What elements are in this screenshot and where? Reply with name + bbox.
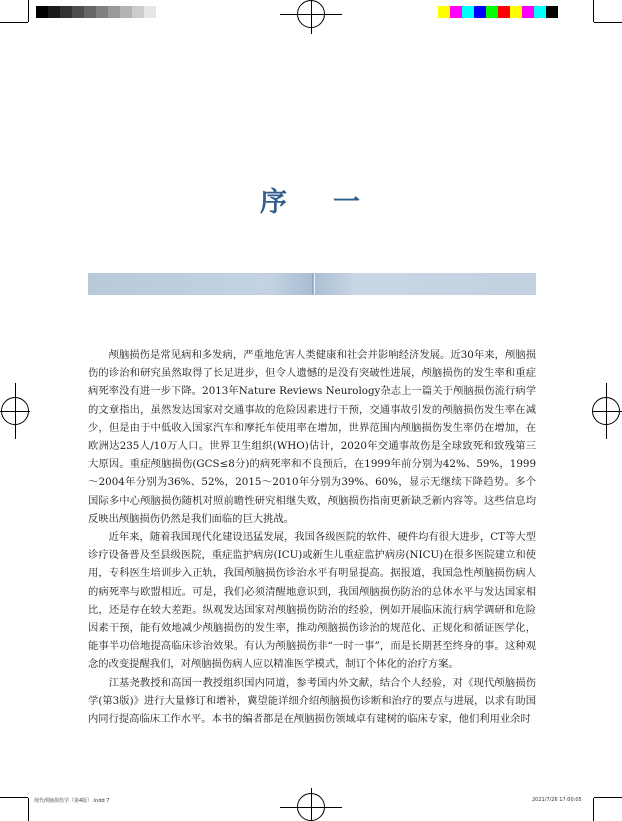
decorative-band bbox=[88, 273, 536, 295]
page-title bbox=[0, 180, 622, 219]
title-char-2: 一 bbox=[333, 187, 362, 218]
color-swatch bbox=[498, 6, 510, 18]
color-swatch bbox=[438, 6, 450, 18]
gray-swatch bbox=[60, 6, 72, 18]
gray-swatch bbox=[132, 6, 144, 18]
gray-swatch bbox=[96, 6, 108, 18]
color-swatch bbox=[546, 6, 558, 18]
footer-file-name: 现代颅脑损伤学（第4版）.indd 7 bbox=[34, 798, 110, 804]
color-swatch bbox=[450, 6, 462, 18]
gray-swatch bbox=[144, 6, 156, 18]
color-swatch bbox=[474, 6, 486, 18]
preface-body bbox=[88, 346, 536, 728]
gray-swatch bbox=[108, 6, 120, 18]
paragraph: 江基尧教授和高国一教授组织国内同道，参考国内外文献，结合个人经验，对《现代颅脑损伤学(第3版)》进行大量修订和增补，冀望能详细介绍颅脑损伤诊断和治疗的要点与进展，以求有助国内同行提高临床工作水平。本书的编者都是在颅脑损伤领域卓有建树的临床专家，他们利用业余时 bbox=[88, 676, 536, 726]
paragraph: 颅脑损伤是常见病和多发病，严重地危害人类健康和社会并影响经济发展。近30年来，颅脑损伤的诊治和研究虽然取得了长足进步，但令人遗憾的是没有突破性进展，颅脑损伤的发生率和重症病死率没有进一步下降。2013年Nature Reviews Neurology杂志上一篇关于颅脑损伤流行病学的文章指出，虽然发达国家对交通事故的危险因素进行干预，交通事故引发的颅脑损伤发生率在减少，但是由于中低收入国家汽车和摩托车使用率在增加，世界范围内颅脑损伤发生率仍在增加，在欧洲达235人/10万人口。世界卫生组织(WHO)估计，2020年交通事故伤是全球致死和致残第三大原因。重症颅脑损伤(GCS≤8分)的病死率和不良预后，在1999年前分别为42%、59%，1999～2004年分别为36%、52%，2015～2010年分别为39%、60%，显示无继续下降趋势。多个国际多中心颅脑损伤随机对照前瞻性研究相继失败，颅脑损伤指南更新缺乏新内容等。这些信息均反映出颅脑损伤仍然是我们面临的巨大挑战。 bbox=[88, 349, 536, 525]
color-swatch bbox=[462, 6, 474, 18]
gray-swatch bbox=[36, 6, 48, 18]
color-swatch bbox=[534, 6, 546, 18]
footer-timestamp: 2021/7/26 17:00:05 bbox=[532, 797, 582, 803]
color-swatch bbox=[522, 6, 534, 18]
title-char-1: 序 bbox=[260, 187, 289, 218]
color-swatch bbox=[510, 6, 522, 18]
gray-swatch bbox=[48, 6, 60, 18]
gray-swatch bbox=[72, 6, 84, 18]
gray-swatch bbox=[84, 6, 96, 18]
gray-swatch bbox=[120, 6, 132, 18]
color-swatch bbox=[486, 6, 498, 18]
paragraph: 近年来，随着我国现代化建设迅猛发展，我国各级医院的软件、硬件均有很大进步，CT等大型诊疗设备普及至县级医院，重症监护病房(ICU)或新生儿重症监护病房(NICU)在很多医院建立和使用，专科医生培训步入正轨，我国颅脑损伤诊治水平有明显提高。据报道，我国急性颅脑损伤病人的病死率与欧盟相近。可是，我们必须清醒地意识到，我国颅脑损伤防治的总体水平与发达国家相比，还是存在较大差距。纵观发达国家对颅脑损伤防治的经验，例如开展临床流行病学调研和危险因素干预，能有效地减少颅脑损伤的发生率，推动颅脑损伤诊治的规范化、正规化和循证医学化，能事半功倍地提高临床诊治效果。有认为颅脑损伤非“一时一事”，而是长期甚至终身的事。这种观念的改变提醒我们，对颅脑损伤病人应以精准医学模式，制订个体化的治疗方案。 bbox=[88, 531, 536, 671]
